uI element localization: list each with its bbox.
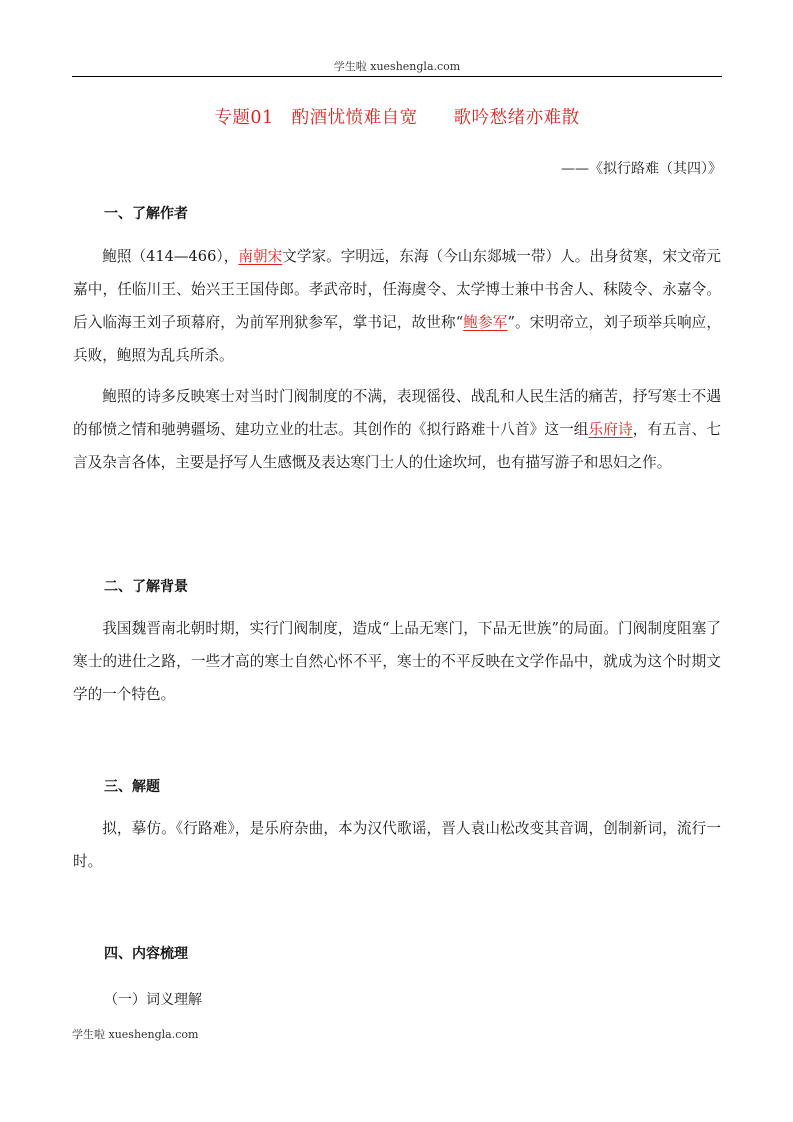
section-heading-background: 二、了解背景: [104, 579, 188, 595]
section-heading-author: 一、了解作者: [104, 206, 188, 222]
section-heading-content: 四、内容梳理: [104, 946, 188, 962]
author-bio-text-1: 鲍照（414—466），: [102, 248, 239, 265]
paragraph-author-bio: [73, 240, 721, 372]
paragraph-background: 我国魏晋南北朝时期，实行门阀制度，造成“上品无寒门，下品无世族”的局面。门阀制度阻塞了寒士的进仕之路，一些才高的寒士自然心怀不平，寒士的不平反映在文学作品中，就成为这个时期文学的一个特色。: [73, 620, 721, 703]
document-subtitle: ——《拟行路难（其四）》: [561, 161, 722, 177]
highlight-nanchaosong: 南朝宋: [238, 248, 283, 265]
subheading-word-meaning: （一）词义理解: [104, 992, 202, 1008]
paragraph-title-explanation: 拟，摹仿。《行路难》，是乐府杂曲，本为汉代歌谣，晋人袁山松改变其音调，创制新词，流行一时。: [73, 820, 721, 870]
highlight-baocanjun: 鲍参军: [463, 314, 508, 331]
poetry-text-2: ，有五言、七言及杂言各体，主要是抒写人生感慨及表达寒门士人的仕途坎坷，也有描写游子和思妇之作。: [73, 421, 721, 471]
author-bio-text-2: 文学家。字明远，东海（今山东郯城一带）人。出身贫寒，宋文帝元嘉中，任临川王、始兴王王国侍郎。孝武帝时，任海虞令、太学博士兼中书舍人、秣陵令、永嘉令。后入临海王刘子顼幕府，为前军刑狱参军，掌书记，故世称“: [73, 248, 721, 331]
section-heading-title-explanation: 三、解题: [104, 779, 160, 795]
document-title: 专题01 酌酒忧愤难自宽 歌吟愁绪亦难散: [214, 108, 580, 128]
paragraph-author-poetry: [73, 380, 721, 479]
author-bio-text-3: ”。宋明帝立，刘子顼举兵响应，兵败，鲍照为乱兵所杀。: [73, 314, 721, 364]
header-divider: [72, 76, 722, 77]
highlight-yuefushi: 乐府诗: [588, 421, 633, 438]
page-header: 学生啦 xueshengla.com: [333, 60, 461, 73]
poetry-text-1: 鲍照的诗多反映寒士对当时门阀制度的不满，表现徭役、战乱和人民生活的痛苦，抒写寒士不遇的郁愤之情和驰骋疆场、建功立业的壮志。其创作的《拟行路难十八首》这一组: [73, 388, 721, 438]
page-footer: 学生啦 xueshengla.com: [72, 1028, 199, 1041]
